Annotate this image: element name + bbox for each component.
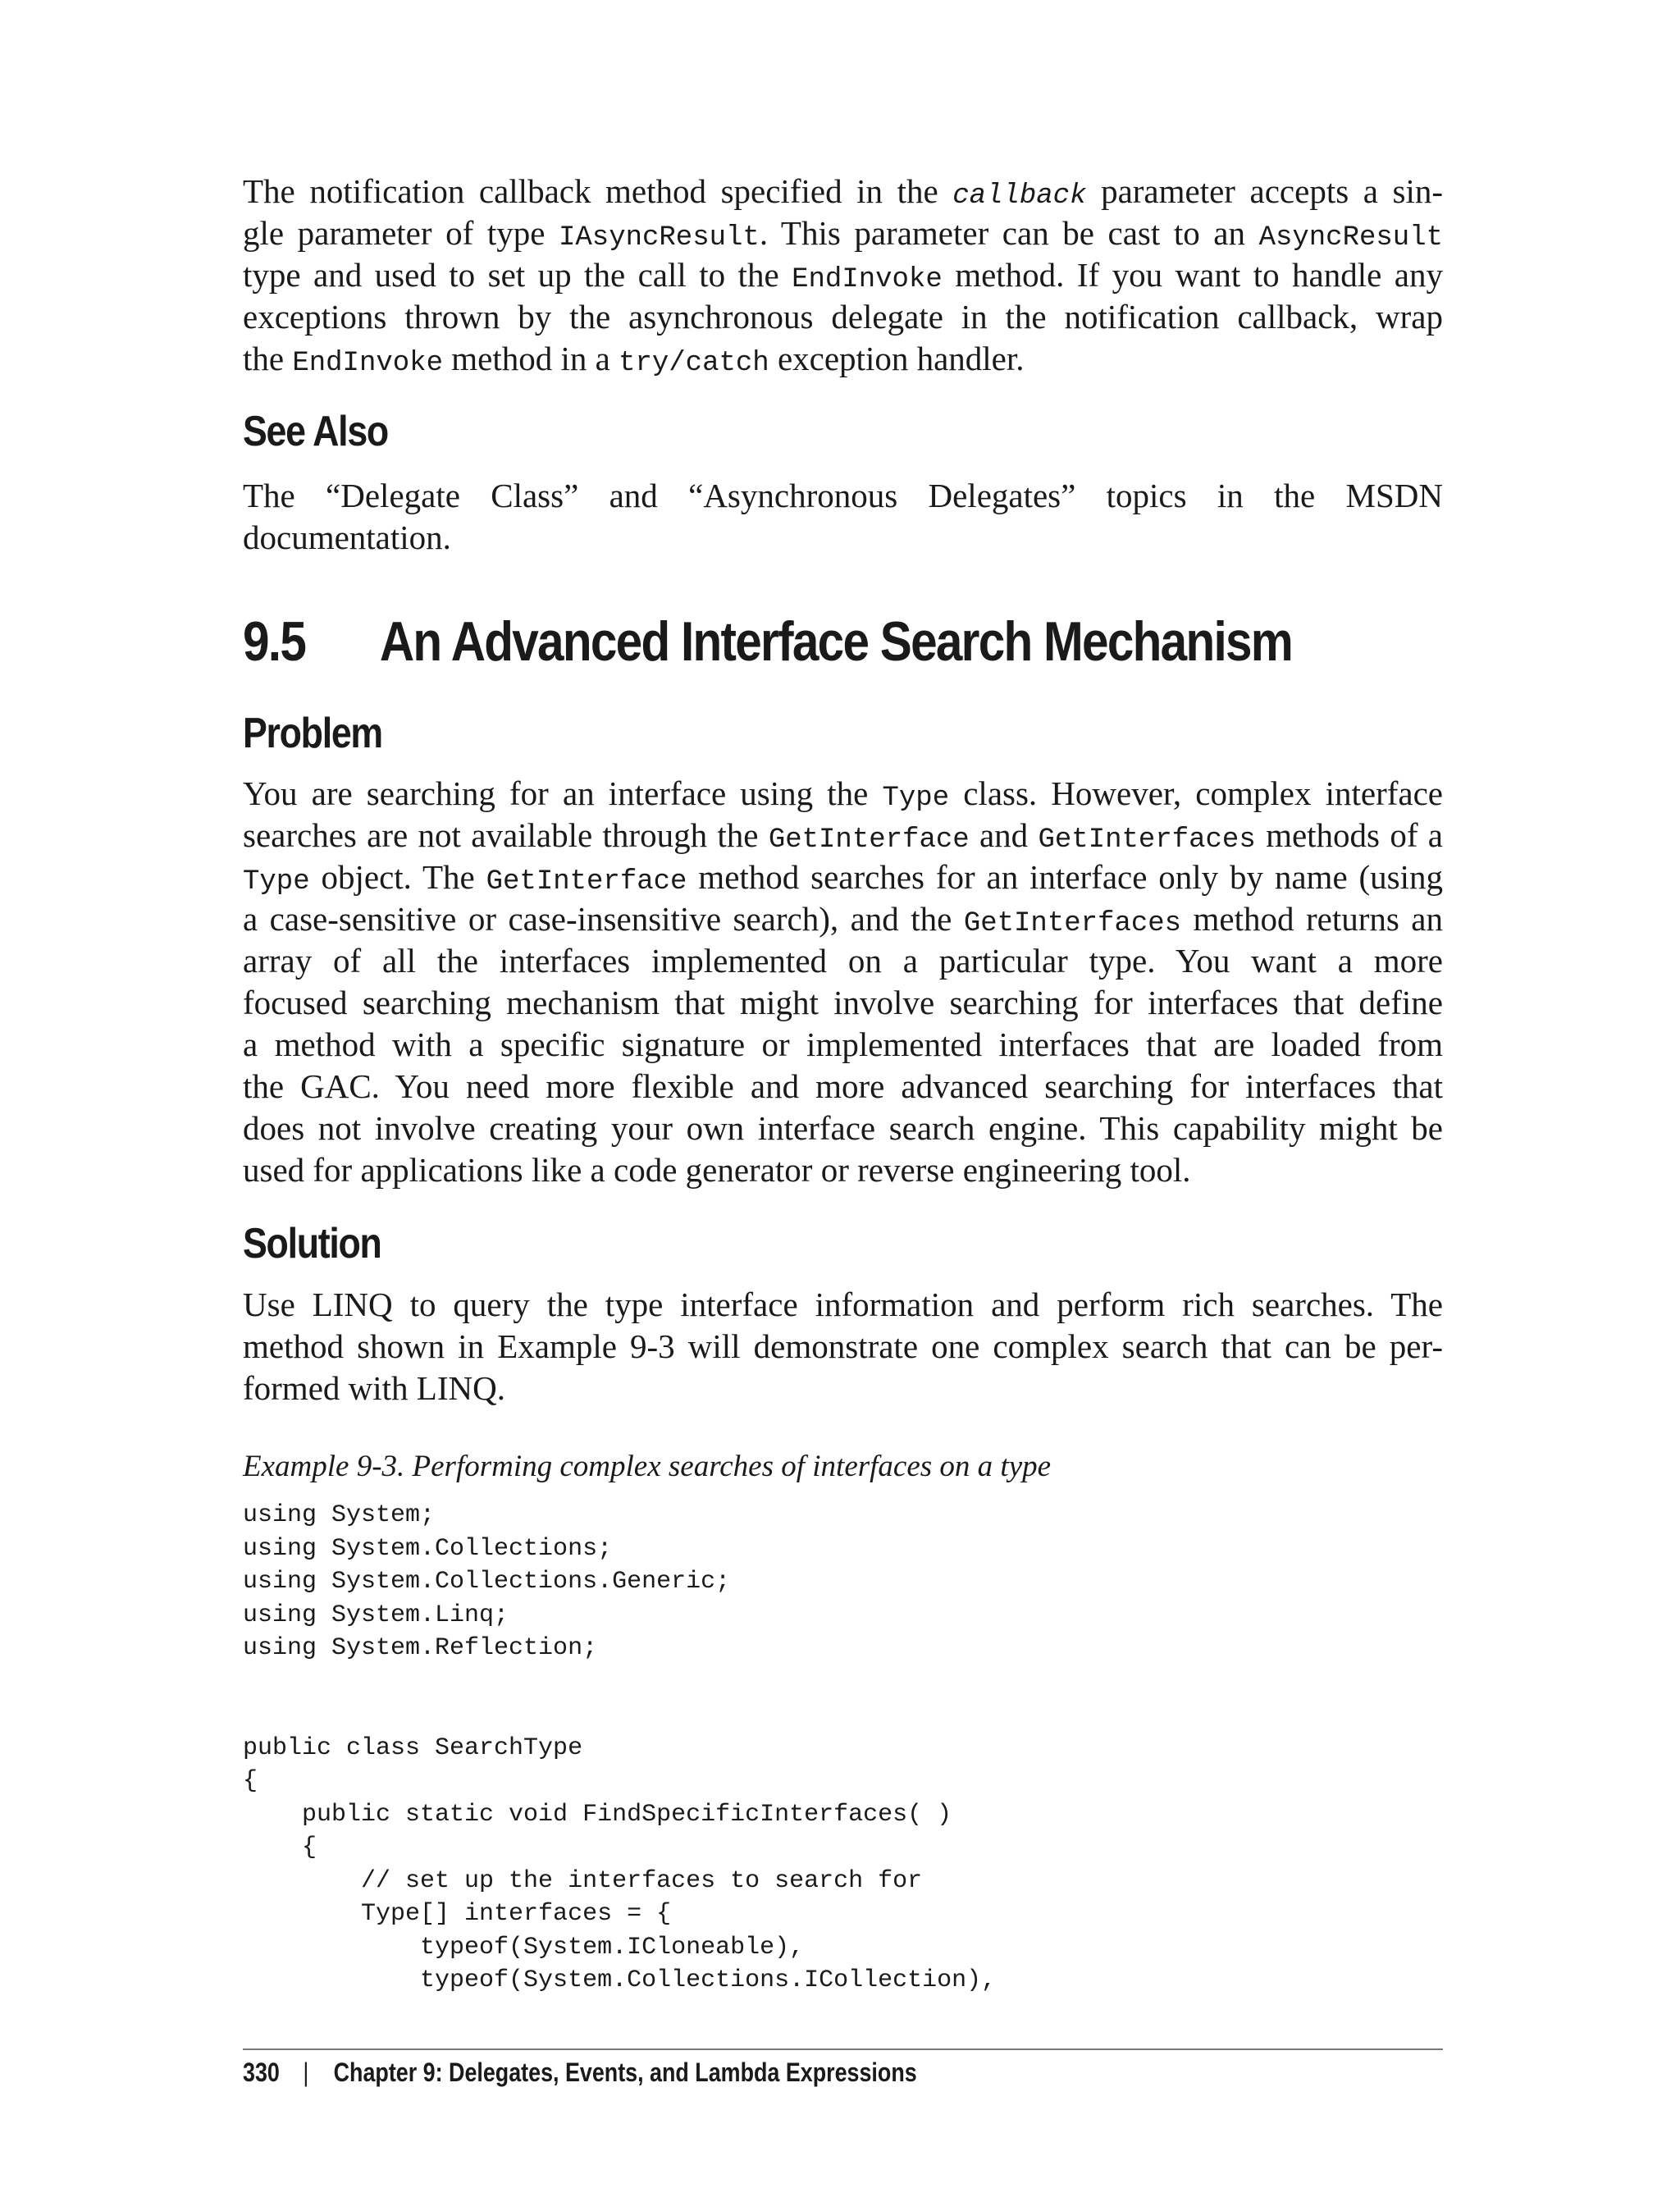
text-line xyxy=(243,1024,1443,1066)
text-run: Use LINQ to query the type interface information and perform rich searches. The xyxy=(243,1286,1443,1323)
inline-code: EndInvoke xyxy=(792,264,943,295)
book-page xyxy=(243,0,1443,2206)
code-line xyxy=(243,1665,996,1699)
text-line xyxy=(243,773,1443,815)
text-run: object. The xyxy=(309,858,486,896)
text-run: searches are not available through the xyxy=(243,816,769,854)
text-run: a method with a specific signature or implemented interfaces that are loaded from xyxy=(243,1025,1443,1063)
text-line xyxy=(243,171,1443,212)
text-run: formed with LINQ. xyxy=(243,1369,505,1407)
code-line xyxy=(243,1698,996,1732)
text-run: The notification callback method specified in the xyxy=(243,172,953,210)
text-run: array of all the interfaces implemented on a particular type. You want a more xyxy=(243,942,1443,980)
text-line xyxy=(243,338,1443,380)
code-line: using System; xyxy=(243,1501,436,1529)
code-line: { xyxy=(243,1834,317,1861)
text-line xyxy=(243,1284,1443,1326)
problem-paragraph xyxy=(243,773,1443,1191)
text-run: method in a xyxy=(442,340,619,377)
see-also-paragraph xyxy=(243,475,1443,559)
text-run: does not involve creating your own interface search engine. This capability might be xyxy=(243,1109,1443,1147)
chapter-title: Chapter 9: Delegates, Events, and Lambda Expressions xyxy=(333,2058,917,2087)
text-line xyxy=(243,940,1443,982)
text-run: the xyxy=(243,340,293,377)
example-caption: Example 9-3. Performing complex searches of interfaces on a type xyxy=(243,1450,1052,1483)
inline-code: Type xyxy=(882,783,950,814)
code-line: public class SearchType xyxy=(243,1733,583,1762)
inline-code: try/catch xyxy=(619,348,769,379)
section-title-text: An Advanced Interface Search Mechanism xyxy=(379,610,1293,673)
code-line: typeof(System.Collections.ICollection), xyxy=(243,1966,997,1994)
text-line xyxy=(243,1326,1443,1368)
page-number: 330 xyxy=(243,2058,280,2087)
code-listing xyxy=(243,1499,996,1998)
inline-code: GetInterface xyxy=(768,824,970,856)
text-run: type and used to set up the call to the xyxy=(243,256,792,294)
footer-rule xyxy=(243,2048,1443,2050)
intro-paragraph xyxy=(243,171,1443,380)
text-line xyxy=(243,982,1443,1024)
text-run: exception handler. xyxy=(769,340,1025,377)
text-run: parameter accepts a sin- xyxy=(1086,172,1443,210)
text-run: method. If you want to handle any xyxy=(942,256,1443,294)
text-run: exceptions thrown by the asynchronous delegate in the notification callback, wrap xyxy=(243,298,1443,336)
inline-code: EndInvoke xyxy=(292,348,443,379)
code-line: using System.Reflection; xyxy=(243,1634,598,1662)
code-line: using System.Collections; xyxy=(243,1534,613,1563)
text-run: method searches for an interface only by name (using xyxy=(687,858,1443,896)
text-run: methods of a xyxy=(1255,816,1443,854)
page-footer xyxy=(243,2053,917,2091)
text-line xyxy=(243,517,1443,559)
text-line xyxy=(243,475,1443,517)
section-number: 9.5 xyxy=(243,610,306,673)
text-line xyxy=(243,856,1443,898)
solution-heading: Solution xyxy=(243,1220,381,1267)
see-also-heading: See Also xyxy=(243,408,388,455)
section-title xyxy=(243,609,1292,674)
text-run: the GAC. You need more flexible and more advanced searching for interfaces that xyxy=(243,1067,1443,1105)
code-line: Type[] interfaces = { xyxy=(243,1900,672,1928)
inline-code: callback xyxy=(952,180,1087,212)
inline-code: GetInterfaces xyxy=(963,908,1182,939)
inline-code: GetInterfaces xyxy=(1038,824,1256,856)
text-run: and xyxy=(969,816,1039,854)
text-run: focused searching mechanism that might involve searching for interfaces that define xyxy=(243,984,1443,1021)
inline-code: AsyncResult xyxy=(1258,222,1443,253)
text-run: method returns an xyxy=(1181,900,1444,938)
code-line: typeof(System.ICloneable), xyxy=(243,1933,805,1962)
text-run: used for applications like a code generator or reverse engineering tool. xyxy=(243,1151,1191,1189)
text-run: The “Delegate Class” and “Asynchronous Delegates” topics in the MSDN xyxy=(243,477,1443,514)
inline-code: IAsyncResult xyxy=(558,222,760,253)
problem-heading: Problem xyxy=(243,710,382,757)
text-line xyxy=(243,1108,1443,1149)
inline-code: Type xyxy=(243,866,310,897)
code-line: { xyxy=(243,1767,258,1795)
code-line: public static void FindSpecificInterfaces( ) xyxy=(243,1800,952,1829)
text-line xyxy=(243,212,1443,254)
text-line xyxy=(243,1368,1443,1409)
text-line xyxy=(243,898,1443,940)
text-line xyxy=(243,296,1443,338)
solution-paragraph xyxy=(243,1284,1443,1409)
text-run: You are searching for an interface using the xyxy=(243,774,883,812)
text-run: class. However, complex interface xyxy=(949,774,1443,812)
code-line: using System.Linq; xyxy=(243,1601,509,1629)
text-run: method shown in Example 9-3 will demonstrate one complex search that can be per- xyxy=(243,1327,1443,1365)
text-line xyxy=(243,815,1443,856)
footer-separator: | xyxy=(303,2058,309,2087)
code-line: // set up the interfaces to search for xyxy=(243,1866,923,1895)
code-line: using System.Collections.Generic; xyxy=(243,1568,731,1596)
inline-code: GetInterface xyxy=(486,866,687,897)
text-line xyxy=(243,1066,1443,1108)
text-run: . This parameter can be cast to an xyxy=(759,214,1259,252)
text-line xyxy=(243,254,1443,296)
text-line xyxy=(243,1149,1443,1191)
text-run: documentation. xyxy=(243,518,451,556)
text-run: a case-sensitive or case-insensitive search), and the xyxy=(243,900,964,938)
text-run: gle parameter of type xyxy=(243,214,559,252)
